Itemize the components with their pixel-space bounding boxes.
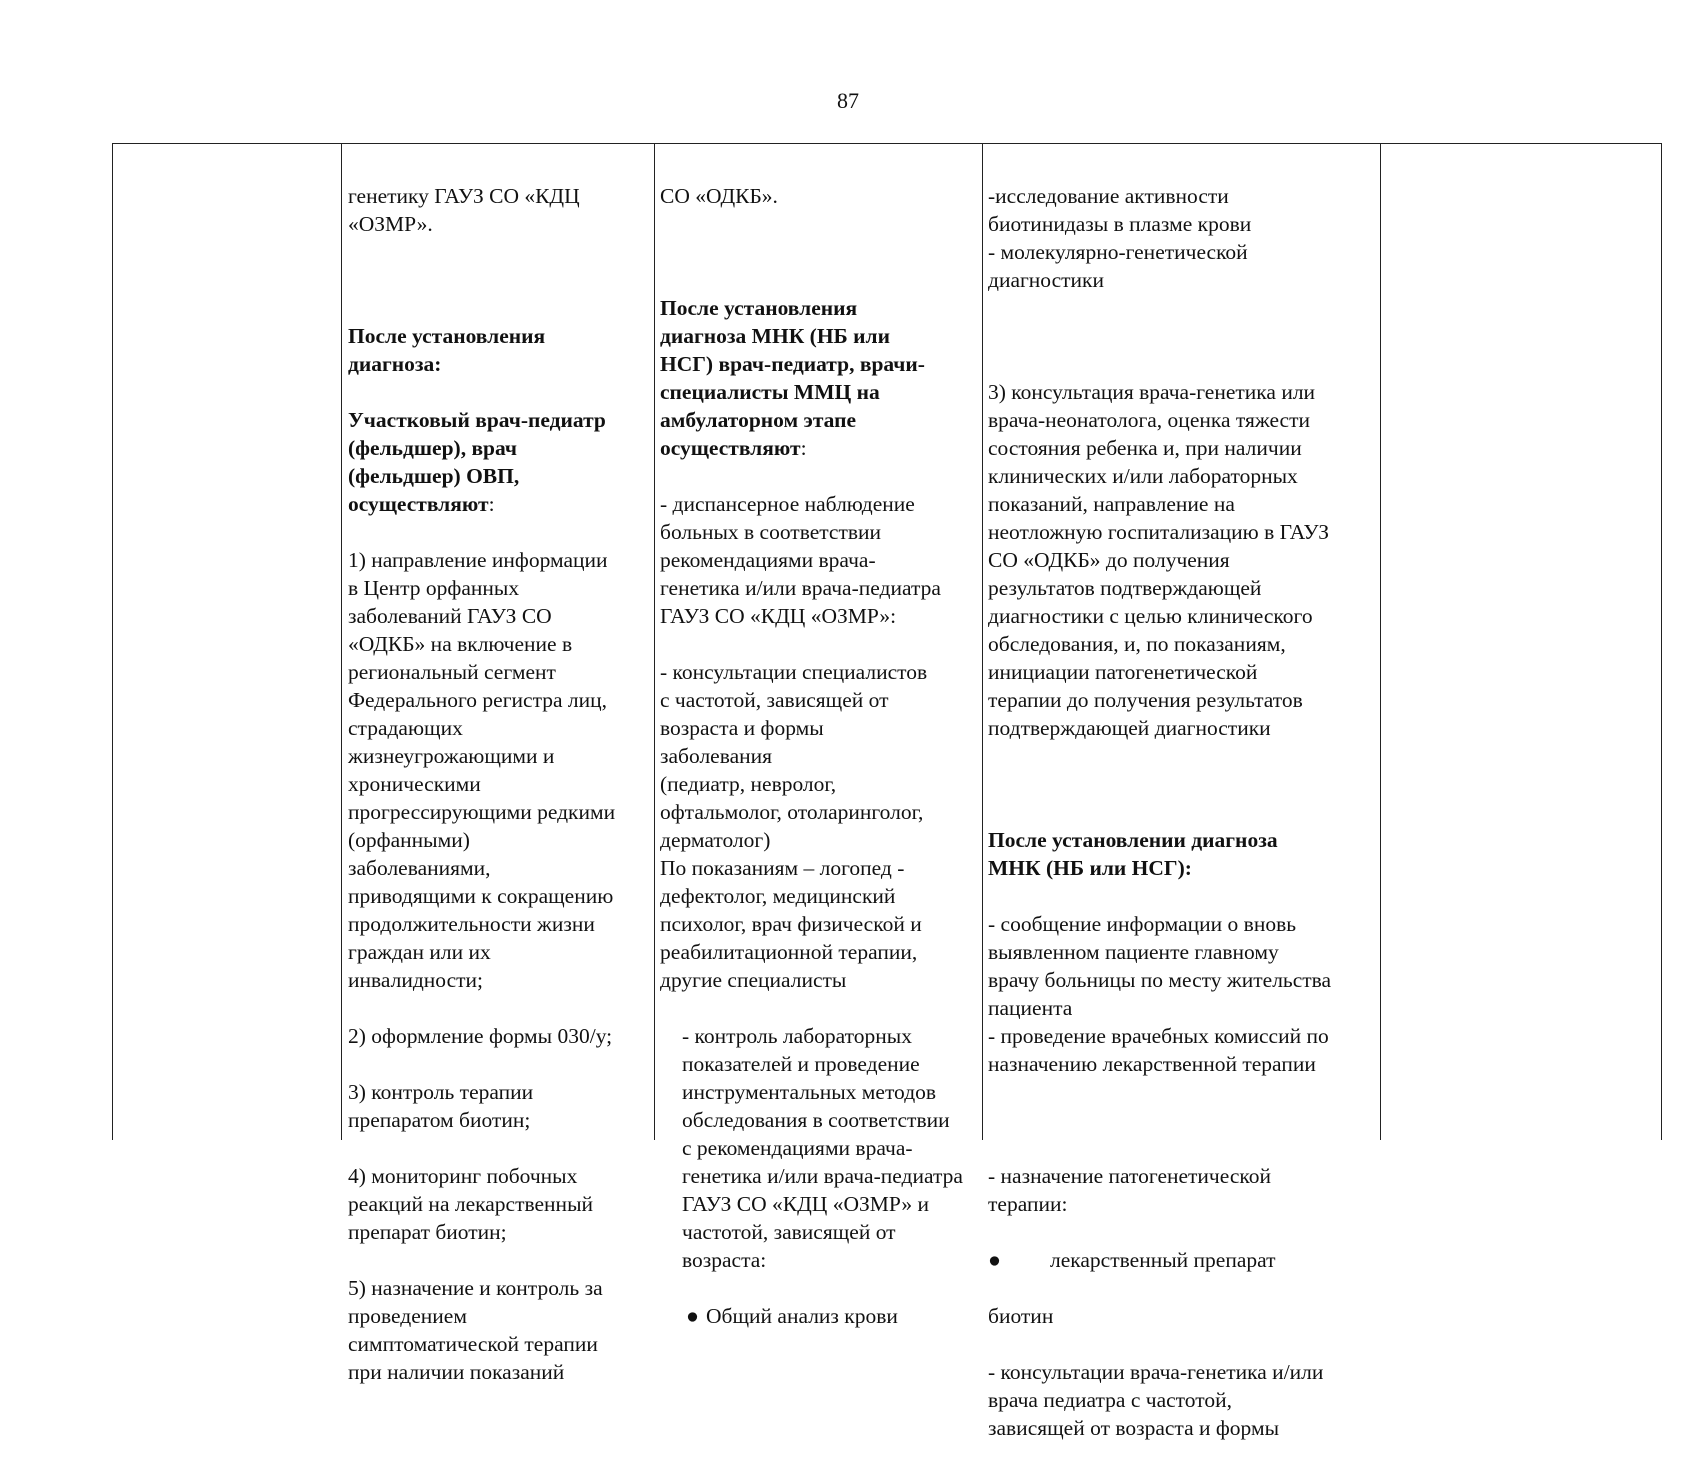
col1-item-2: 2) оформление формы 030/у; — [348, 1024, 613, 1048]
col3-bullet-item — [988, 1246, 1378, 1274]
col1-heading-colon: : — [488, 492, 495, 516]
bullet-icon: ● — [686, 1304, 699, 1328]
col3-list-3: - консультации врача-генетика и/или врача педиатра с частотой, зависящей от возраста и формы — [988, 1360, 1324, 1440]
table-cell-col3 — [988, 154, 1378, 1470]
col2-item-lab-control-text: - контроль лабораторных показателей и проведение инструментальных методов обследования в соответствии с рекомендациями врача- генетика и/или врача-педиатра ГАУЗ СО «КДЦ «ОЗМР» и частотой, зависящей от возраста: — [682, 1024, 963, 1272]
col2-item-dispensary: - диспансерное наблюдение больных в соответствии рекомендациями врача- генетика и/или врача-педиатра ГАУЗ СО «КДЦ «ОЗМР»: — [660, 492, 941, 628]
column-divider-2 — [654, 143, 655, 1140]
col3-list-1: - сообщение информации о вновь выявленном пациенте главному врачу больницы по месту жительства пациента - проведение врачебных комиссий по назначению лекарственной терапии — [988, 912, 1332, 1076]
table-border-right — [1661, 143, 1662, 1140]
col3-heading: После установлении диагноза МНК (НБ или НСГ): — [988, 828, 1278, 880]
column-divider-1 — [341, 143, 342, 1140]
col1-item-5: 5) назначение и контроль за проведением симптоматической терапии при наличии показаний — [348, 1276, 603, 1384]
col1-heading-responsible — [348, 406, 648, 518]
table-cell-col1 — [348, 154, 648, 1414]
col3-list-2: - назначение патогенетической терапии: — [988, 1164, 1271, 1216]
col1-intro: генетику ГАУЗ СО «КДЦ «ОЗМР». — [348, 184, 580, 236]
col3-item-3: 3) консультация врача-генетика или врача-неонатолога, оценка тяжести состояния ребенка и, при наличии клинических и/или лабораторных показаний, направление на неотложную госпитализацию в ГАУЗ СО «ОДКБ» до получения результатов подтверждающей диагностики с целью клинического обследования, и, по показаниям, инициации патогенетической терапии до получения результатов подтверждающей диагностики — [988, 380, 1330, 740]
bullet-icon: ● — [988, 1248, 1001, 1272]
col3-bullet-text: лекарственный препарат — [1050, 1248, 1276, 1272]
col1-heading-responsible-text: Участковый врач-педиатр (фельдшер), врач (фельдшер) ОВП, осуществляют — [348, 408, 606, 516]
table-cell-col2 — [660, 154, 980, 1358]
col1-item-1: 1) направление информации в Центр орфанных заболеваний ГАУЗ СО «ОДКБ» на включение в региональный сегмент Федерального регистра лиц, страдающих жизнеугрожающими и хроническими прогрессирующими редкими (орфанными) заболеваниями, приводящими к сокращению продолжительности жизни граждан или их инвалидности; — [348, 548, 616, 992]
col2-intro: СО «ОДКБ». — [660, 184, 778, 208]
column-divider-3 — [982, 143, 983, 1140]
col3-bullet-continuation: биотин — [988, 1304, 1054, 1328]
page-number: 87 — [837, 88, 859, 113]
col1-item-4: 4) мониторинг побочных реакций на лекарственный препарат биотин; — [348, 1164, 594, 1244]
col2-bullet-item — [660, 1302, 980, 1330]
col2-heading-colon: : — [800, 436, 807, 460]
col2-heading-text: После установления диагноза МНК (НБ или НСГ) врач-педиатр, врачи- специалисты ММЦ на амбулаторном этапе осуществляют — [660, 296, 925, 460]
column-divider-4 — [1380, 143, 1381, 1140]
table-top-border — [112, 143, 1662, 144]
col1-heading-after-diagnosis: После установления диагноза: — [348, 324, 546, 376]
col3-intro: -исследование активности биотинидазы в плазме крови - молекулярно-генетической диагностики — [988, 184, 1252, 292]
col1-item-3: 3) контроль терапии препаратом биотин; — [348, 1080, 534, 1132]
col2-item-lab-control — [660, 1022, 980, 1274]
col2-heading — [660, 294, 980, 462]
col2-item-consultations: - консультации специалистов с частотой, зависящей от возраста и формы заболевания (педиатр, невролог, офтальмолог, отоларинголог, дерматолог) По показаниям – логопед - дефектолог, медицинский психолог, врач физической и реабилитационной терапии, другие специалисты — [660, 660, 928, 992]
col2-bullet-text: Общий анализ крови — [706, 1304, 898, 1328]
table-border-left — [112, 143, 113, 1140]
